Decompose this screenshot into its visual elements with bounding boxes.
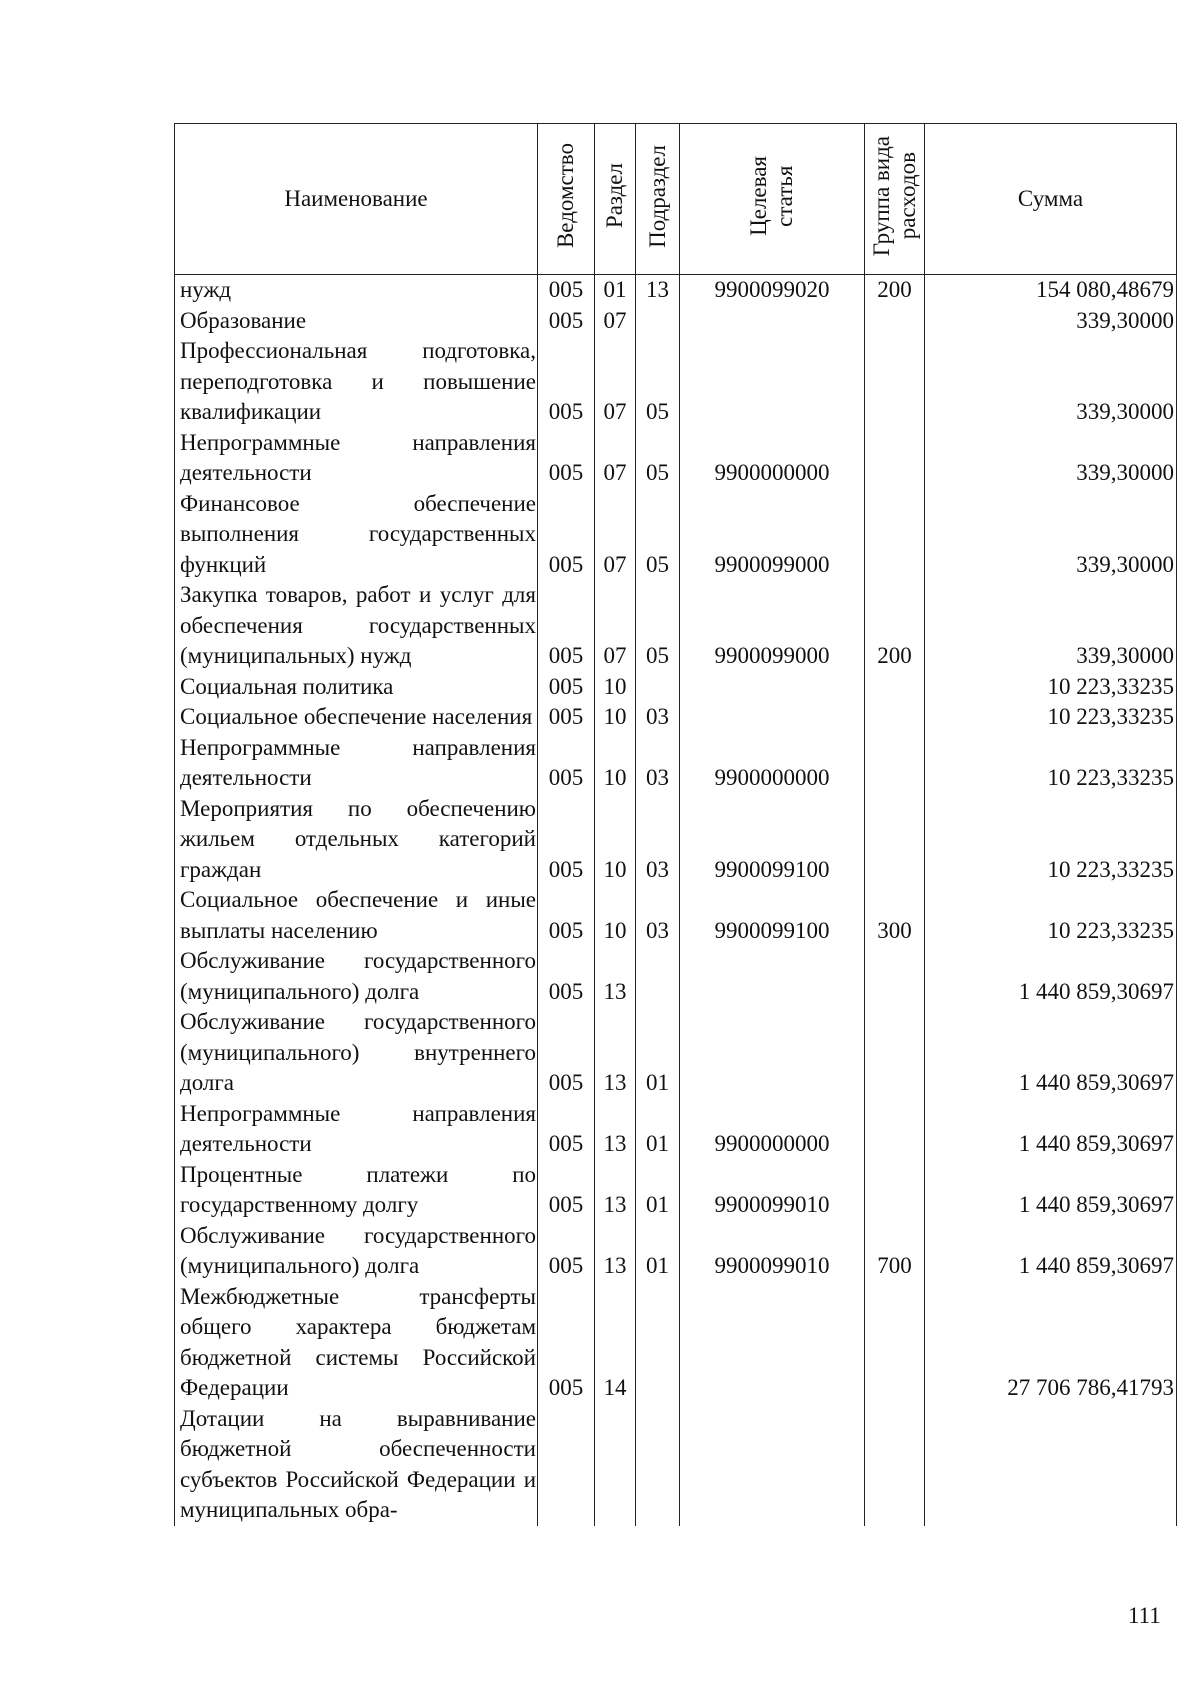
header-target: Целевая статья <box>680 124 865 275</box>
cell-target <box>680 946 865 1007</box>
cell-target: 9900000000 <box>680 428 865 489</box>
cell-section: 01 <box>595 275 636 306</box>
cell-name: Процентные платежи по государственному долгу <box>175 1160 538 1221</box>
cell-group <box>865 702 925 733</box>
cell-group <box>865 672 925 703</box>
cell-dept: 005 <box>538 1007 595 1099</box>
cell-section: 14 <box>595 1282 636 1404</box>
cell-target: 9900099000 <box>680 580 865 672</box>
cell-subsection: 01 <box>636 1160 680 1221</box>
cell-subsection: 05 <box>636 489 680 581</box>
cell-subsection: 01 <box>636 1221 680 1282</box>
cell-name: Непрограммные направления деятельности <box>175 1099 538 1160</box>
cell-sum: 27 706 786,41793 <box>925 1282 1177 1404</box>
cell-section: 13 <box>595 1007 636 1099</box>
cell-name: нужд <box>175 275 538 306</box>
cell-section: 10 <box>595 733 636 794</box>
cell-subsection: 03 <box>636 794 680 886</box>
cell-sum: 10 223,33235 <box>925 794 1177 886</box>
table-row <box>175 428 1177 489</box>
cell-group <box>865 733 925 794</box>
cell-subsection <box>636 306 680 337</box>
cell-sum: 1 440 859,30697 <box>925 946 1177 1007</box>
cell-dept: 005 <box>538 794 595 886</box>
cell-target <box>680 1007 865 1099</box>
cell-dept: 005 <box>538 275 595 306</box>
cell-section: 07 <box>595 580 636 672</box>
cell-name: Мероприятия по обеспечению жильем отдельных категорий граждан <box>175 794 538 886</box>
cell-subsection: 01 <box>636 1099 680 1160</box>
cell-dept: 005 <box>538 1282 595 1404</box>
cell-target <box>680 336 865 428</box>
cell-sum: 1 440 859,30697 <box>925 1007 1177 1099</box>
cell-group <box>865 1404 925 1526</box>
table-row <box>175 1099 1177 1160</box>
cell-section: 07 <box>595 428 636 489</box>
cell-dept: 005 <box>538 580 595 672</box>
cell-target: 9900099010 <box>680 1160 865 1221</box>
cell-sum: 339,30000 <box>925 306 1177 337</box>
cell-sum: 339,30000 <box>925 428 1177 489</box>
table-row <box>175 1404 1177 1526</box>
cell-sum: 339,30000 <box>925 336 1177 428</box>
cell-group: 200 <box>865 580 925 672</box>
table-row <box>175 306 1177 337</box>
table-row <box>175 1221 1177 1282</box>
cell-group <box>865 1007 925 1099</box>
cell-dept <box>538 1404 595 1526</box>
table-row <box>175 336 1177 428</box>
table-row <box>175 1007 1177 1099</box>
cell-subsection <box>636 1282 680 1404</box>
cell-target: 9900099010 <box>680 1221 865 1282</box>
cell-section: 10 <box>595 672 636 703</box>
cell-subsection: 05 <box>636 336 680 428</box>
header-group: Группа вида расходов <box>865 124 925 275</box>
cell-target: 9900099100 <box>680 794 865 886</box>
cell-name: Профессиональная подготовка, переподготовка и повышение квалификации <box>175 336 538 428</box>
cell-subsection <box>636 672 680 703</box>
table-row <box>175 1160 1177 1221</box>
cell-group: 300 <box>865 885 925 946</box>
cell-name: Социальная политика <box>175 672 538 703</box>
cell-subsection <box>636 1404 680 1526</box>
cell-sum: 10 223,33235 <box>925 702 1177 733</box>
cell-group: 200 <box>865 275 925 306</box>
cell-target <box>680 672 865 703</box>
cell-dept: 005 <box>538 733 595 794</box>
cell-subsection: 03 <box>636 733 680 794</box>
cell-target <box>680 1282 865 1404</box>
header-subsection: Подраздел <box>636 124 680 275</box>
cell-sum: 154 080,48679 <box>925 275 1177 306</box>
cell-group <box>865 946 925 1007</box>
cell-target <box>680 1404 865 1526</box>
budget-table <box>174 123 1177 1526</box>
table-row <box>175 702 1177 733</box>
cell-name: Социальное обеспечение и иные выплаты населению <box>175 885 538 946</box>
cell-group <box>865 1160 925 1221</box>
cell-sum: 339,30000 <box>925 580 1177 672</box>
cell-section: 07 <box>595 336 636 428</box>
cell-group <box>865 306 925 337</box>
cell-section: 10 <box>595 702 636 733</box>
table-row <box>175 489 1177 581</box>
cell-name: Обслуживание государственного (муниципального) долга <box>175 946 538 1007</box>
cell-subsection: 03 <box>636 702 680 733</box>
header-sum: Сумма <box>925 124 1177 275</box>
cell-section: 13 <box>595 946 636 1007</box>
cell-section: 07 <box>595 489 636 581</box>
table-row <box>175 946 1177 1007</box>
cell-dept: 005 <box>538 1160 595 1221</box>
cell-subsection: 03 <box>636 885 680 946</box>
table-row <box>175 275 1177 306</box>
cell-target: 9900000000 <box>680 733 865 794</box>
cell-subsection <box>636 946 680 1007</box>
cell-dept: 005 <box>538 702 595 733</box>
cell-name: Обслуживание государственного (муниципального) долга <box>175 1221 538 1282</box>
cell-dept: 005 <box>538 336 595 428</box>
table-body <box>175 275 1177 1526</box>
cell-target: 9900000000 <box>680 1099 865 1160</box>
cell-sum: 1 440 859,30697 <box>925 1160 1177 1221</box>
cell-target: 9900099000 <box>680 489 865 581</box>
cell-section: 13 <box>595 1221 636 1282</box>
cell-sum: 10 223,33235 <box>925 733 1177 794</box>
header-section: Раздел <box>595 124 636 275</box>
cell-name: Дотации на выравнивание бюджетной обеспеченности субъектов Российской Федерации и муниципальных обра- <box>175 1404 538 1526</box>
table-row <box>175 672 1177 703</box>
cell-group <box>865 794 925 886</box>
cell-dept: 005 <box>538 489 595 581</box>
cell-dept: 005 <box>538 1221 595 1282</box>
cell-section: 13 <box>595 1099 636 1160</box>
cell-name: Образование <box>175 306 538 337</box>
cell-target <box>680 702 865 733</box>
table-row <box>175 733 1177 794</box>
cell-sum: 339,30000 <box>925 489 1177 581</box>
cell-name: Непрограммные направления деятельности <box>175 733 538 794</box>
table-row <box>175 1282 1177 1404</box>
table-row <box>175 885 1177 946</box>
cell-dept: 005 <box>538 946 595 1007</box>
cell-name: Обслуживание государственного (муниципального) внутреннего долга <box>175 1007 538 1099</box>
cell-subsection: 13 <box>636 275 680 306</box>
cell-name: Непрограммные направления деятельности <box>175 428 538 489</box>
cell-sum: 1 440 859,30697 <box>925 1221 1177 1282</box>
cell-group <box>865 1282 925 1404</box>
cell-dept: 005 <box>538 885 595 946</box>
cell-target: 9900099100 <box>680 885 865 946</box>
cell-dept: 005 <box>538 1099 595 1160</box>
cell-subsection: 05 <box>636 580 680 672</box>
cell-name: Финансовое обеспечение выполнения государственных функций <box>175 489 538 581</box>
cell-section <box>595 1404 636 1526</box>
cell-sum: 1 440 859,30697 <box>925 1099 1177 1160</box>
cell-sum <box>925 1404 1177 1526</box>
page-number: 111 <box>1128 1603 1161 1628</box>
cell-name: Социальное обеспечение населения <box>175 702 538 733</box>
table-row <box>175 580 1177 672</box>
cell-dept: 005 <box>538 672 595 703</box>
cell-group <box>865 489 925 581</box>
cell-section: 10 <box>595 885 636 946</box>
cell-dept: 005 <box>538 428 595 489</box>
cell-subsection: 05 <box>636 428 680 489</box>
header-name: Наименование <box>175 124 538 275</box>
cell-group <box>865 336 925 428</box>
cell-subsection: 01 <box>636 1007 680 1099</box>
cell-group <box>865 1099 925 1160</box>
cell-name: Закупка товаров, работ и услуг для обеспечения государственных (муниципальных) нужд <box>175 580 538 672</box>
header-dept: Ведомство <box>538 124 595 275</box>
cell-section: 07 <box>595 306 636 337</box>
cell-dept: 005 <box>538 306 595 337</box>
cell-group <box>865 428 925 489</box>
cell-target <box>680 306 865 337</box>
cell-section: 13 <box>595 1160 636 1221</box>
table-row <box>175 794 1177 886</box>
cell-section: 10 <box>595 794 636 886</box>
cell-sum: 10 223,33235 <box>925 672 1177 703</box>
cell-sum: 10 223,33235 <box>925 885 1177 946</box>
cell-group: 700 <box>865 1221 925 1282</box>
cell-name: Межбюджетные трансферты общего характера бюджетам бюджетной системы Российской Федерации <box>175 1282 538 1404</box>
table-header-row <box>175 124 1177 275</box>
cell-target: 9900099020 <box>680 275 865 306</box>
